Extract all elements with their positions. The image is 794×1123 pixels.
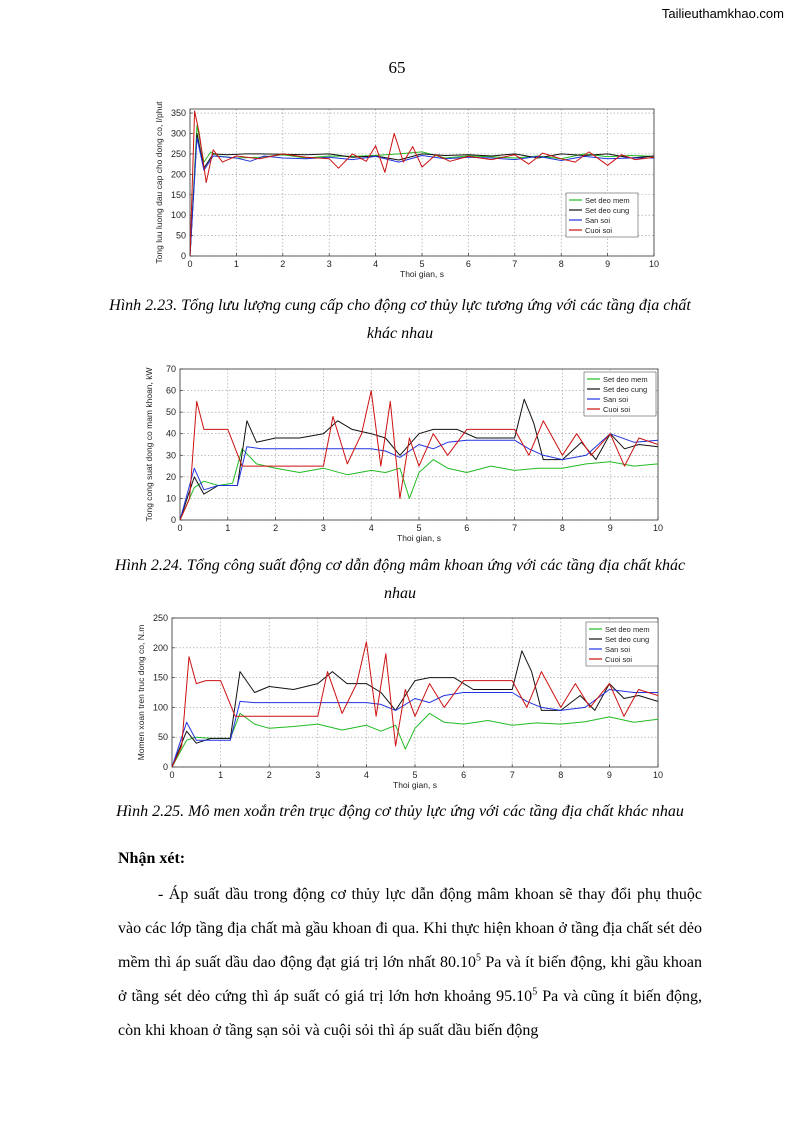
x-tick-label: 5 xyxy=(419,259,425,269)
legend-label: Cuoi soi xyxy=(585,226,613,235)
x-tick-label: 10 xyxy=(648,259,660,269)
y-axis-label: Tong luu luong dau cap cho dong co, l/phut xyxy=(154,101,164,264)
y-tick-label: 350 xyxy=(170,108,186,119)
y-tick-label: 200 xyxy=(170,169,186,180)
x-tick-label: 0 xyxy=(177,523,183,533)
x-tick-label: 4 xyxy=(373,259,379,269)
y-tick-label: 20 xyxy=(165,471,176,482)
caption-figure-2-24: Hình 2.24. Tổng công suất động cơ dẫn động mâm khoan ứng với các tầng địa chất khác nhau xyxy=(114,557,686,602)
paragraph-part-2: Pa và ít biến động, khi gầu khoan ở tầng sét dẻo cứng thì áp suất có giá trị lớn hơn khoảng 95.10 xyxy=(118,954,703,1005)
x-tick-label: 4 xyxy=(363,770,369,780)
y-tick-label: 40 xyxy=(165,428,176,439)
legend-label: Set deo cung xyxy=(585,206,630,215)
exponent-2: 5 xyxy=(532,986,538,998)
x-tick-label: 5 xyxy=(412,770,418,780)
x-tick-label: 1 xyxy=(233,259,239,269)
x-tick-label: 0 xyxy=(187,259,193,269)
x-tick-label: 1 xyxy=(218,770,224,780)
x-tick-label: 9 xyxy=(605,259,611,269)
y-tick-label: 300 xyxy=(170,128,186,139)
x-tick-label: 7 xyxy=(512,259,518,269)
y-axis-label: Tong cong suat dong co mam khoan, kW xyxy=(144,367,154,522)
x-tick-label: 8 xyxy=(559,523,565,533)
x-axis-label: Thoi gian, s xyxy=(400,269,444,279)
x-tick-label: 2 xyxy=(280,259,286,269)
x-tick-label: 1 xyxy=(225,523,231,533)
chart-flow-rate xyxy=(0,95,794,287)
y-tick-label: 0 xyxy=(180,251,186,261)
y-tick-label: 150 xyxy=(152,672,168,683)
x-tick-label: 6 xyxy=(464,523,470,533)
page-number: 65 xyxy=(388,58,406,77)
legend-label: Set deo cung xyxy=(603,385,648,394)
x-tick-label: 3 xyxy=(320,523,326,533)
legend-label: Set deo mem xyxy=(603,375,648,384)
y-tick-label: 100 xyxy=(152,702,168,713)
y-tick-label: 50 xyxy=(157,732,168,743)
section-heading: Nhận xét: xyxy=(118,850,186,867)
x-axis-label: Thoi gian, s xyxy=(393,780,437,790)
paragraph-part-3: Pa và cũng ít biến động, còn khi khoan ở tầng sạn sỏi và cuội sỏi thì áp suất dầu biến động xyxy=(118,988,703,1039)
y-tick-label: 250 xyxy=(152,613,168,623)
x-tick-label: 6 xyxy=(461,770,467,780)
chart-power xyxy=(0,357,794,551)
legend-label: Cuoi soi xyxy=(605,655,633,664)
y-tick-label: 0 xyxy=(162,762,168,772)
y-tick-label: 150 xyxy=(170,189,186,200)
caption-figure-2-23: Hình 2.23. Tổng lưu lượng cung cấp cho động cơ thủy lực tương ứng với các tầng địa chất khác nhau xyxy=(109,297,691,342)
body-paragraph xyxy=(118,878,702,1048)
x-tick-label: 8 xyxy=(558,770,564,780)
y-axis-label: Momen xoan tren truc dong co, N.m xyxy=(136,624,146,761)
y-tick-label: 0 xyxy=(170,515,176,525)
x-tick-label: 10 xyxy=(652,770,664,780)
paragraph-part-1: - Áp suất dầu trong động cơ thủy lực dẫn động mâm khoan sẽ thay đổi phụ thuộc vào các lớp tầng địa chất mà gầu khoan đi qua. Khi thực hiện khoan ở tầng địa chất sét dẻo mềm thì áp suất dầu dao động đạt giá trị lớn nhất 80.10 xyxy=(118,886,702,971)
x-tick-label: 9 xyxy=(607,523,613,533)
x-tick-label: 8 xyxy=(558,259,564,269)
x-tick-label: 7 xyxy=(509,770,515,780)
y-tick-label: 60 xyxy=(165,385,176,396)
y-tick-label: 100 xyxy=(170,210,186,221)
y-tick-label: 70 xyxy=(165,364,176,374)
legend-label: San soi xyxy=(605,645,631,654)
x-tick-label: 3 xyxy=(315,770,321,780)
y-tick-label: 30 xyxy=(165,450,176,461)
y-tick-label: 250 xyxy=(170,148,186,159)
legend-label: Set deo cung xyxy=(605,635,650,644)
exponent-1: 5 xyxy=(475,952,481,964)
x-axis-label: Thoi gian, s xyxy=(397,533,441,543)
legend-label: Set deo mem xyxy=(585,196,630,205)
legend-label: Set deo mem xyxy=(605,625,650,634)
x-tick-label: 9 xyxy=(606,770,612,780)
series-line-1 xyxy=(180,399,658,520)
y-tick-label: 10 xyxy=(165,493,176,504)
legend-label: San soi xyxy=(585,216,611,225)
caption-figure-2-25: Hình 2.25. Mô men xoắn trên trục động cơ thủy lực ứng với các tầng địa chất khác nhau xyxy=(116,803,684,820)
x-tick-label: 6 xyxy=(465,259,471,269)
x-tick-label: 7 xyxy=(512,523,518,533)
x-tick-label: 2 xyxy=(273,523,279,533)
chart-torque xyxy=(0,610,794,800)
legend-label: San soi xyxy=(603,395,629,404)
x-tick-label: 10 xyxy=(652,523,664,533)
x-tick-label: 5 xyxy=(416,523,422,533)
x-tick-label: 2 xyxy=(266,770,272,780)
x-tick-label: 0 xyxy=(169,770,175,780)
y-tick-label: 50 xyxy=(175,230,186,241)
watermark: Tailieuthamkhao.com xyxy=(661,6,784,21)
x-tick-label: 4 xyxy=(368,523,374,533)
y-tick-label: 50 xyxy=(165,407,176,418)
legend-label: Cuoi soi xyxy=(603,405,631,414)
y-tick-label: 200 xyxy=(152,642,168,653)
x-tick-label: 3 xyxy=(326,259,332,269)
